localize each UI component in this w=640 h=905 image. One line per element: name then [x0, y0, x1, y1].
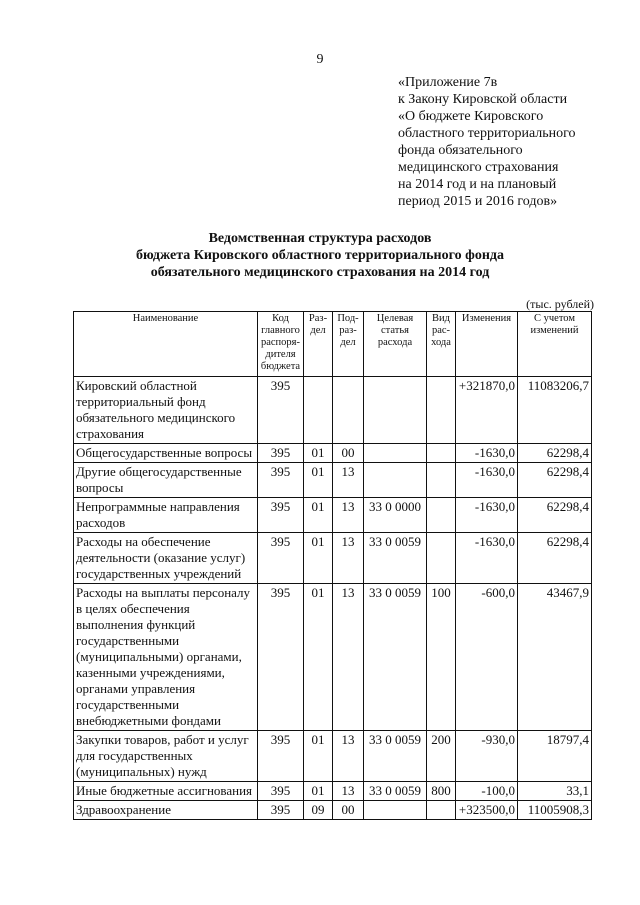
cell-subsection: 13 — [333, 584, 364, 731]
header-name: Наименование — [74, 312, 258, 377]
document-title — [0, 230, 640, 281]
cell-kind: 800 — [427, 782, 456, 801]
cell-subsection: 00 — [333, 444, 364, 463]
cell-subsection: 13 — [333, 498, 364, 533]
cell-kind — [427, 463, 456, 498]
cell-name: Другие общегосударственные вопросы — [74, 463, 258, 498]
appendix-line: к Закону Кировской области — [398, 92, 568, 107]
cell-subsection: 13 — [333, 533, 364, 584]
cell-change: -600,0 — [456, 584, 518, 731]
appendix-line: фонда обязательного — [398, 143, 523, 158]
appendix-line: период 2015 и 2016 годов» — [398, 194, 558, 209]
cell-code: 395 — [258, 782, 304, 801]
cell-change: +321870,0 — [456, 377, 518, 444]
appendix-line: «Приложение 7в — [398, 75, 498, 90]
cell-kind — [427, 444, 456, 463]
cell-section: 01 — [304, 533, 333, 584]
cell-code: 395 — [258, 533, 304, 584]
cell-subsection: 13 — [333, 731, 364, 782]
cell-change: -1630,0 — [456, 463, 518, 498]
page-number: 9 — [316, 52, 324, 67]
cell-subsection: 00 — [333, 801, 364, 820]
cell-section: 01 — [304, 498, 333, 533]
table-header-row — [74, 312, 592, 377]
cell-name: Иные бюджетные ассигнования — [74, 782, 258, 801]
budget-table — [73, 311, 592, 820]
table-row — [74, 444, 592, 463]
cell-target — [364, 377, 427, 444]
cell-kind: 100 — [427, 584, 456, 731]
cell-total: 11005908,3 — [518, 801, 592, 820]
table-row — [74, 731, 592, 782]
cell-target: 33 0 0000 — [364, 498, 427, 533]
cell-code: 395 — [258, 444, 304, 463]
cell-target — [364, 444, 427, 463]
cell-name: Общегосударственные вопросы — [74, 444, 258, 463]
cell-target: 33 0 0059 — [364, 782, 427, 801]
cell-code: 395 — [258, 731, 304, 782]
cell-section: 09 — [304, 801, 333, 820]
cell-subsection — [333, 377, 364, 444]
cell-total: 62298,4 — [518, 498, 592, 533]
header-subsection: Под-раз-дел — [333, 312, 364, 377]
cell-target — [364, 801, 427, 820]
cell-section: 01 — [304, 584, 333, 731]
cell-kind — [427, 377, 456, 444]
header-code: Код главного распоря-дителя бюджета — [258, 312, 304, 377]
title-line: бюджета Кировского областного территориального фонда — [136, 248, 504, 263]
cell-change: -100,0 — [456, 782, 518, 801]
units-label: (тыс. рублей) — [526, 297, 594, 311]
cell-total: 11083206,7 — [518, 377, 592, 444]
cell-target — [364, 463, 427, 498]
cell-change: -1630,0 — [456, 444, 518, 463]
cell-change: -1630,0 — [456, 533, 518, 584]
cell-kind — [427, 498, 456, 533]
cell-change: -1630,0 — [456, 498, 518, 533]
cell-code: 395 — [258, 498, 304, 533]
header-section: Раз-дел — [304, 312, 333, 377]
table-row — [74, 801, 592, 820]
cell-total: 43467,9 — [518, 584, 592, 731]
cell-code: 395 — [258, 584, 304, 731]
cell-section: 01 — [304, 782, 333, 801]
cell-kind — [427, 801, 456, 820]
appendix-reference — [398, 74, 576, 210]
cell-section: 01 — [304, 463, 333, 498]
cell-target: 33 0 0059 — [364, 533, 427, 584]
header-total: С учетом изменений — [518, 312, 592, 377]
table-row — [74, 782, 592, 801]
cell-name: Непрограммные направления расходов — [74, 498, 258, 533]
header-expense-kind: Вид рас-хода — [427, 312, 456, 377]
cell-name: Расходы на обеспечение деятельности (оказание услуг) государственных учреждений — [74, 533, 258, 584]
table-row — [74, 498, 592, 533]
appendix-line: областного территориального — [398, 126, 576, 141]
cell-kind — [427, 533, 456, 584]
cell-total: 33,1 — [518, 782, 592, 801]
cell-kind: 200 — [427, 731, 456, 782]
cell-total: 62298,4 — [518, 533, 592, 584]
appendix-line: на 2014 год и на плановый — [398, 177, 557, 192]
cell-change: -930,0 — [456, 731, 518, 782]
cell-code: 395 — [258, 801, 304, 820]
cell-change: +323500,0 — [456, 801, 518, 820]
header-changes: Изменения — [456, 312, 518, 377]
table-row — [74, 584, 592, 731]
cell-name: Здравоохранение — [74, 801, 258, 820]
cell-name: Кировский областной территориальный фонд обязательного медицинского страхования — [74, 377, 258, 444]
header-target-article: Целевая статья расхода — [364, 312, 427, 377]
appendix-line: «О бюджете Кировского — [398, 109, 544, 124]
table-row — [74, 533, 592, 584]
cell-code: 395 — [258, 377, 304, 444]
cell-total: 18797,4 — [518, 731, 592, 782]
table-row — [74, 377, 592, 444]
table-row — [74, 463, 592, 498]
cell-section — [304, 377, 333, 444]
cell-target: 33 0 0059 — [364, 731, 427, 782]
cell-total: 62298,4 — [518, 444, 592, 463]
cell-code: 395 — [258, 463, 304, 498]
title-line: обязательного медицинского страхования на 2014 год — [150, 265, 490, 280]
cell-total: 62298,4 — [518, 463, 592, 498]
cell-section: 01 — [304, 731, 333, 782]
appendix-line: медицинского страхования — [398, 160, 559, 175]
cell-section: 01 — [304, 444, 333, 463]
cell-subsection: 13 — [333, 463, 364, 498]
title-line: Ведомственная структура расходов — [208, 231, 432, 246]
cell-name: Расходы на выплаты персоналу в целях обеспечения выполнения функций государственными (муниципальными) органами, казенными учреждениями, органами управления государственными внебюджетными фондами — [74, 584, 258, 731]
cell-subsection: 13 — [333, 782, 364, 801]
cell-target: 33 0 0059 — [364, 584, 427, 731]
cell-name: Закупки товаров, работ и услуг для государственных (муниципальных) нужд — [74, 731, 258, 782]
